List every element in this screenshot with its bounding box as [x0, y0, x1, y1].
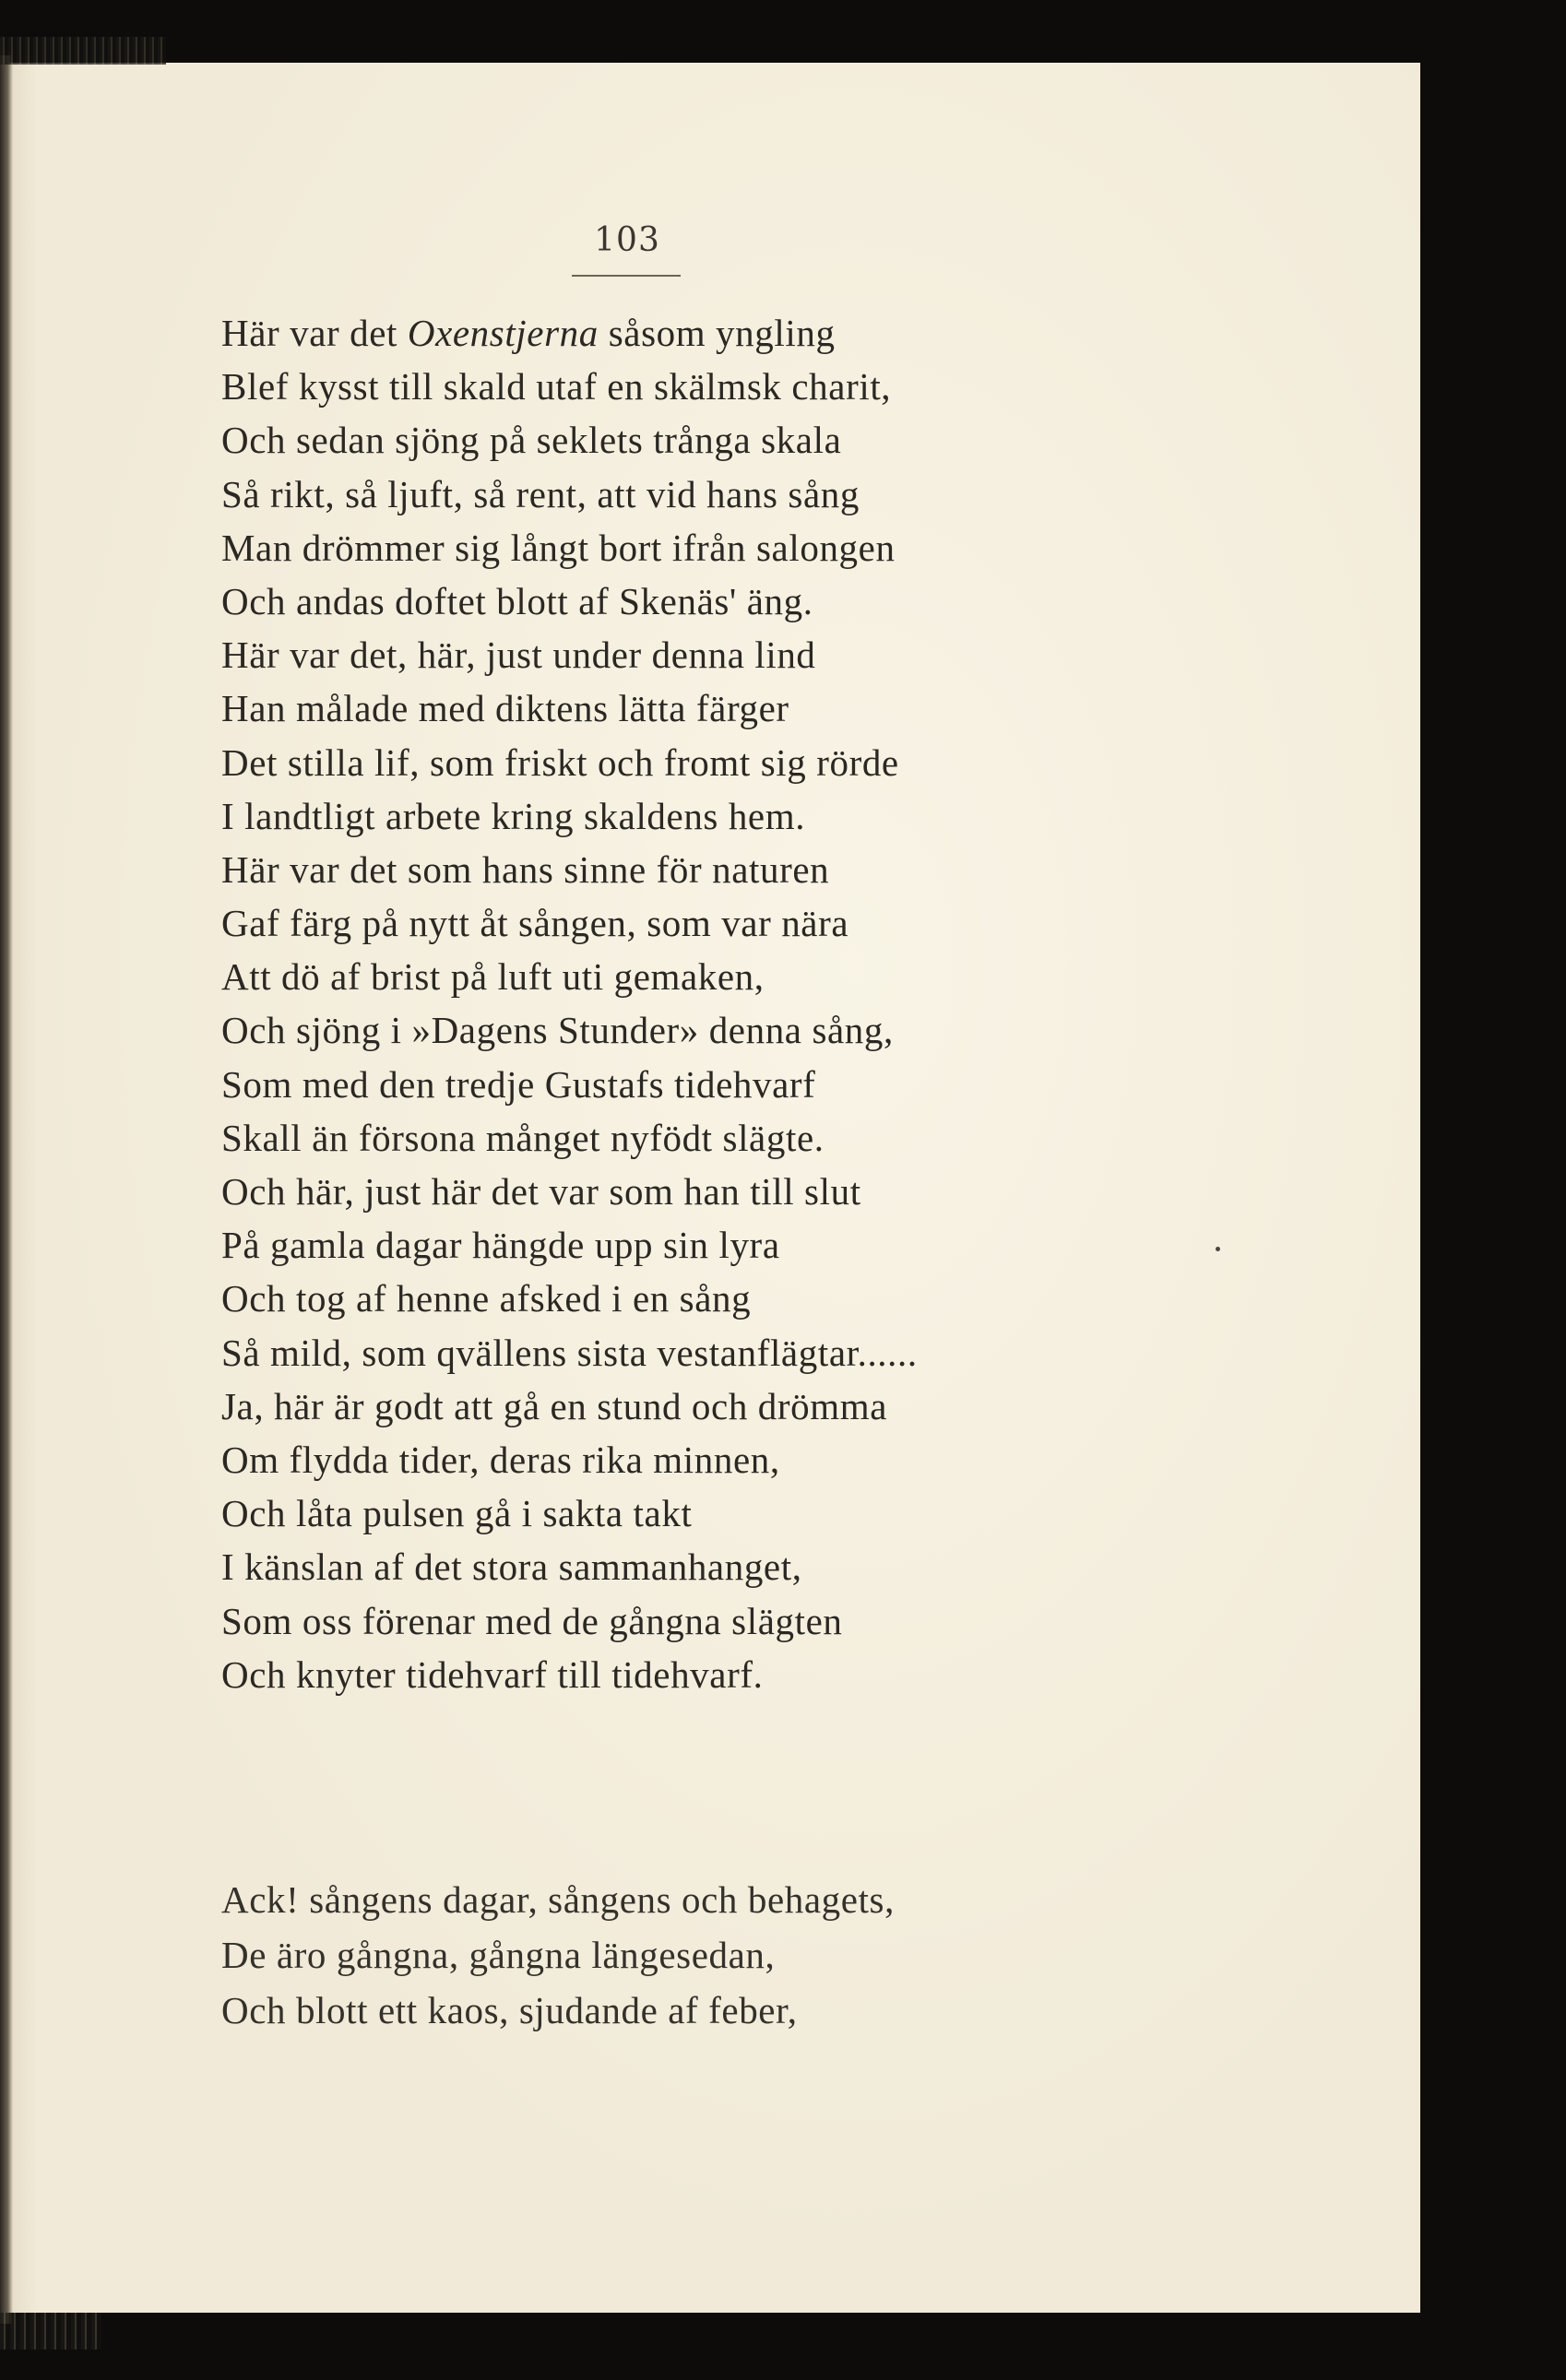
verse-text: Det stilla lif, som friskt och fromt sig rörde [221, 740, 899, 784]
verse-line [221, 1872, 895, 1927]
verse-line [221, 896, 918, 950]
poem-stanza [221, 306, 918, 1701]
verse-text: Och sedan sjöng på seklets trånga skala [221, 419, 842, 462]
verse-line [221, 1165, 918, 1218]
verse-text: Ack! sångens dagar, sångens och behagets, [221, 1878, 895, 1921]
verse-line [221, 843, 918, 896]
page-number-rule [572, 275, 681, 277]
page-number: 103 [594, 221, 660, 259]
verse-text: Här var det som hans sinne för naturen [221, 847, 830, 891]
verse-text: Man drömmer sig långt bort ifrån salongen [221, 526, 896, 569]
verse-line [221, 1326, 918, 1379]
verse-text: Så mild, som qvällens sista vestanflägtar...... [221, 1331, 918, 1374]
verse-line [221, 1486, 918, 1540]
verse-line [221, 574, 918, 628]
verse-line [221, 1983, 895, 2038]
verse-line [221, 468, 918, 521]
verse-text: Så rikt, så ljuft, så rent, att vid hans sång [221, 472, 860, 515]
verse-line [221, 521, 918, 574]
verse-line [221, 1058, 918, 1111]
page-spine-edge [0, 55, 13, 2324]
paper-speck [1216, 1247, 1220, 1251]
verse-line [221, 1594, 918, 1648]
verse-line [221, 1379, 918, 1433]
verse-line [221, 1648, 918, 1701]
verse-text: Och andas doftet blott af Skenäs' äng. [221, 579, 813, 622]
verse-line [221, 1003, 918, 1057]
italic-name: Oxenstjerna [407, 312, 599, 354]
verse-text: Blef kysst till skald utaf en skälmsk charit, [221, 365, 892, 409]
verse-line [221, 789, 918, 843]
verse-line [221, 1433, 918, 1486]
verse-text: De äro gångna, gångna längesedan, [221, 1934, 776, 1976]
verse-line [221, 736, 918, 789]
verse-text: Han målade med diktens lätta färger [221, 687, 789, 730]
verse-text: Om flydda tider, deras rika minnen, [221, 1438, 780, 1481]
verse-text: Och sjöng i »Dagens Stunder» denna sång, [221, 1009, 894, 1052]
verse-text: Skall än försona månget nyfödt slägte. [221, 1116, 825, 1159]
verse-line [221, 1540, 918, 1593]
verse-line [221, 950, 918, 1003]
poem-stanza [221, 1872, 895, 2038]
verse-text: Och knyter tidehvarf till tidehvarf. [221, 1652, 764, 1696]
verse-text: I landtligt arbete kring skaldens hem. [221, 794, 806, 837]
verse-line [221, 360, 918, 413]
verse-text: Och blott ett kaos, sjudande af feber, [221, 1989, 798, 2031]
verse-text: Som med den tredje Gustafs tidehvarf [221, 1062, 816, 1106]
binding-edge-top [0, 37, 166, 65]
verse-text: Och tog af henne afsked i en sång [221, 1277, 752, 1320]
verse-line [221, 306, 918, 360]
verse-line [221, 1272, 918, 1325]
verse-text: Som oss förenar med de gångna slägten [221, 1599, 843, 1642]
verse-text: På gamla dagar hängde upp sin lyra [221, 1224, 780, 1267]
verse-line [221, 628, 918, 681]
verse-line [221, 1218, 918, 1272]
verse-line [221, 1927, 895, 1983]
verse-line [221, 413, 918, 467]
binding-edge-bottom [0, 2313, 101, 2350]
verse-text: Och här, just här det var som han till slut [221, 1170, 861, 1213]
verse-text: såsom yngling [598, 312, 836, 354]
verse-text: Här var det, här, just under denna lind [221, 633, 816, 677]
verse-text: I känslan af det stora sammanhanget, [221, 1545, 802, 1589]
verse-text: Och låta pulsen gå i sakta takt [221, 1492, 693, 1535]
verse-text: Här var det [221, 312, 408, 354]
verse-text: Gaf färg på nytt åt sången, som var nära [221, 902, 849, 945]
verse-text: Ja, här är godt att gå en stund och drömma [221, 1384, 887, 1427]
verse-line [221, 1111, 918, 1165]
verse-text: Att dö af brist på luft uti gemaken, [221, 955, 765, 999]
verse-line [221, 681, 918, 735]
